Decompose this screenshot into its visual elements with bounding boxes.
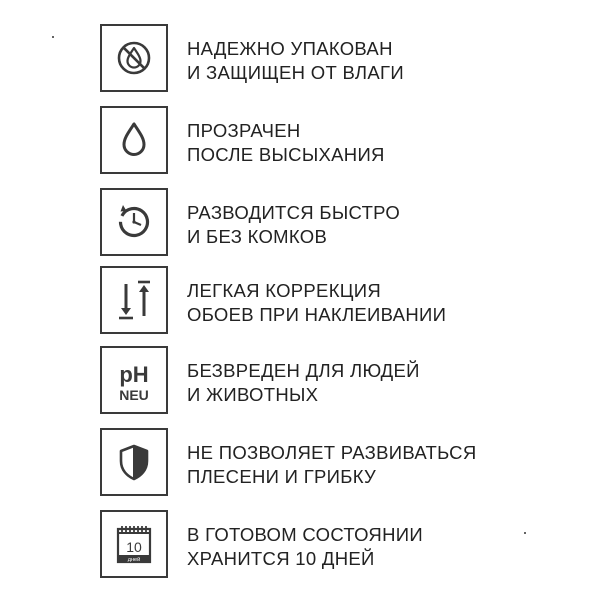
svg-text:дней: дней (127, 557, 141, 563)
svg-text:NEU: NEU (119, 387, 149, 403)
feature-item (100, 106, 580, 176)
feature-caption: БЕЗВРЕДЕН ДЛЯ ЛЮДЕЙ И ЖИВОТНЫХ (187, 360, 420, 405)
no-water-drop-icon (100, 24, 168, 92)
water-drop-icon (100, 106, 168, 174)
feature-item (100, 188, 580, 258)
feature-caption: НЕ ПОЗВОЛЯЕТ РАЗВИВАТЬСЯ ПЛЕСЕНИ И ГРИБКУ (187, 442, 477, 487)
feature-caption: В ГОТОВОМ СОСТОЯНИИ ХРАНИТСЯ 10 ДНЕЙ (187, 524, 423, 569)
feature-item (100, 510, 580, 580)
feature-item (100, 346, 580, 416)
clock-icon (100, 188, 168, 256)
feature-caption: РАЗВОДИТСЯ БЫСТРО И БЕЗ КОМКОВ (187, 202, 401, 247)
calendar-icon (100, 510, 168, 578)
arrows-up-down-icon (100, 266, 168, 334)
shield-icon (100, 428, 168, 496)
feature-item (100, 428, 580, 498)
feature-item (100, 266, 580, 336)
svg-text:pH: pH (119, 362, 149, 387)
feature-caption: НАДЕЖНО УПАКОВАН И ЗАЩИЩЕН ОТ ВЛАГИ (187, 38, 404, 83)
feature-caption: ПРОЗРАЧЕН ПОСЛЕ ВЫСЫХАНИЯ (187, 120, 385, 165)
dust-speck (52, 36, 54, 38)
feature-caption: ЛЕГКАЯ КОРРЕКЦИЯ ОБОЕВ ПРИ НАКЛЕИВАНИИ (187, 280, 447, 325)
feature-item (100, 24, 580, 94)
svg-text:10: 10 (126, 539, 142, 555)
ph-neutral-icon (100, 346, 168, 414)
